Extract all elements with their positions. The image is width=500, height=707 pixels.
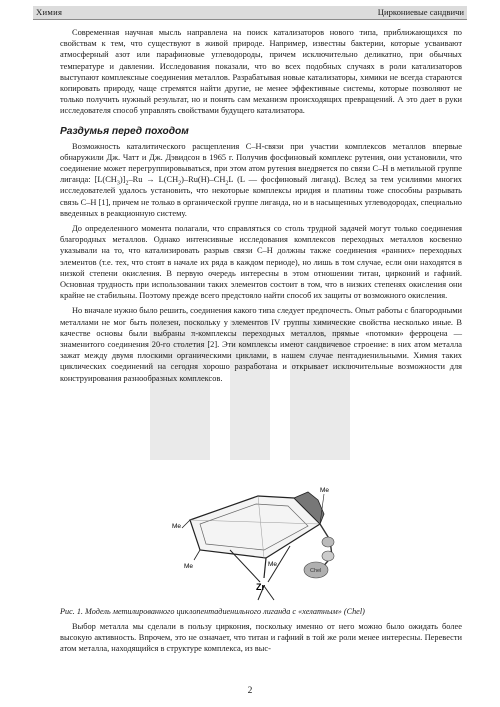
figure-ligand-model [170,486,350,604]
figure-caption: Рис. 1. Модель метилированного циклопентадиенильного лиганда с «хелатным» (Chel) [60,607,365,616]
ligand-model-drawing [170,486,350,604]
paragraph-zirconium-choice: Выбор металла мы сделали в пользу циркония, поскольку именно от него можно было ожидать более высокую активность. Впрочем, это не означает, что титан и гафний в той же роли менее интересны. Перевести атом металла, находящийся в структуре комплекса, из выс- [60,622,462,654]
methyl-label-bottom-left: Me [184,563,194,570]
header-article-title: Циркониевые сандвичи [377,7,464,17]
article-body [60,27,462,388]
page-number: 2 [247,686,253,696]
methyl-label-center: Me [268,561,278,568]
zirconium-label: Zr [256,582,265,592]
header-section-title: Химия [36,7,63,17]
methyl-label-left: Me [172,523,182,530]
paragraph-chatt-davidson: Возможность каталитического расщепления С–Н-связи при участии комплексов металлов впервые обнаружили Дж. Чатт и Дж. Дэвидсон в 1965 г. Получив фосфиновый комплекс рутения, они установили, что соединение может перегруппировываться, при этом атом рутения внедряется по связи С–Н в метильной группе лиганда: $[L(CH_3)]_2-Ru \to L(CH_2)-Ru(H)-CH_2L$ (L — фосфиновый лиганд). Вслед за тем усилиями многих исследователей удалось установить, что некоторые комплексы иридия и платины тоже способны разрывать связь С–Н [1], причем не только в органической группе лиганда, но и в насыщенных углеводородах, специально введенных в реакционную систему. [60,141,462,218]
running-header [33,6,467,20]
continued-text [60,621,462,655]
paragraph-sandwich-structure: Но вначале нужно было решить, соединения какого типа следует предпочесть. Опыт работы с благородными металлами не мог быть полезен, поскольку у элементов IV группы химические свойства несколько иные. В качестве основы были выбраны π-комплексы переходных металлов, прямые «потомки» ферроцена — знаменитого соединения 20-го столетия [2]. Эти комплексы имеют сандвичевое строение: в них атом металла зажат между двумя плоскими органическими циклами, в нашем случае пентадиенильными. Химия таких циклических соединений на сегодня хорошо разработана и открывает исключительные возможности для конструирования разнообразных комплексов. [60,306,462,383]
intro-paragraph: Современная научная мысль направлена на поиск катализаторов нового типа, приближающихся по свойствам к тем, что существуют в живой природе. Например, известны бактерии, которые усваивают атмосферный азот или парафиновые углеводороды, причем исключительно деликатно, при обычных температуре и давлении. Исследования показали, что во всех подобных случаях в роли катализаторов выступают комплексные соединения металлов. Разрабатывая новые катализаторы, химики не всегда стараются копировать природу, чаще стремятся найти другие, не менее эффективные системы, которые позволяют не только получить нужный результат, но и понять сам механизм происходящих превращений. А это дает в руки исследователя способ управлять свойствами будущего катализатора. [60,28,462,116]
paragraph-noble-metals: До определенного момента полагали, что справляться со столь трудной задачей могут только соединения благородных металлов. Однако интенсивные исследования комплексов переходных металлов косвенно указывали на то, что катализировать разрыв связи С–Н должны также соединения «ранних» переходных элементов (т.е. тех, что стоят в начале их ряда в каждом периоде), но лишь в том случае, если они находятся в низкой степени окисления. В первую очередь интересны в этом отношении титан, цирконий и гафний. Основная трудность при использовании таких элементов состоит в том, что в низких степенях окисления они крайне не стабильны. Поэтому прежде всего предстояло найти способ их защиты от возможного окисления. [60,224,462,301]
methyl-label-top-right: Me [320,487,330,494]
chel-label: Chel [310,568,322,574]
section-heading: Раздумья перед походом [60,125,189,137]
